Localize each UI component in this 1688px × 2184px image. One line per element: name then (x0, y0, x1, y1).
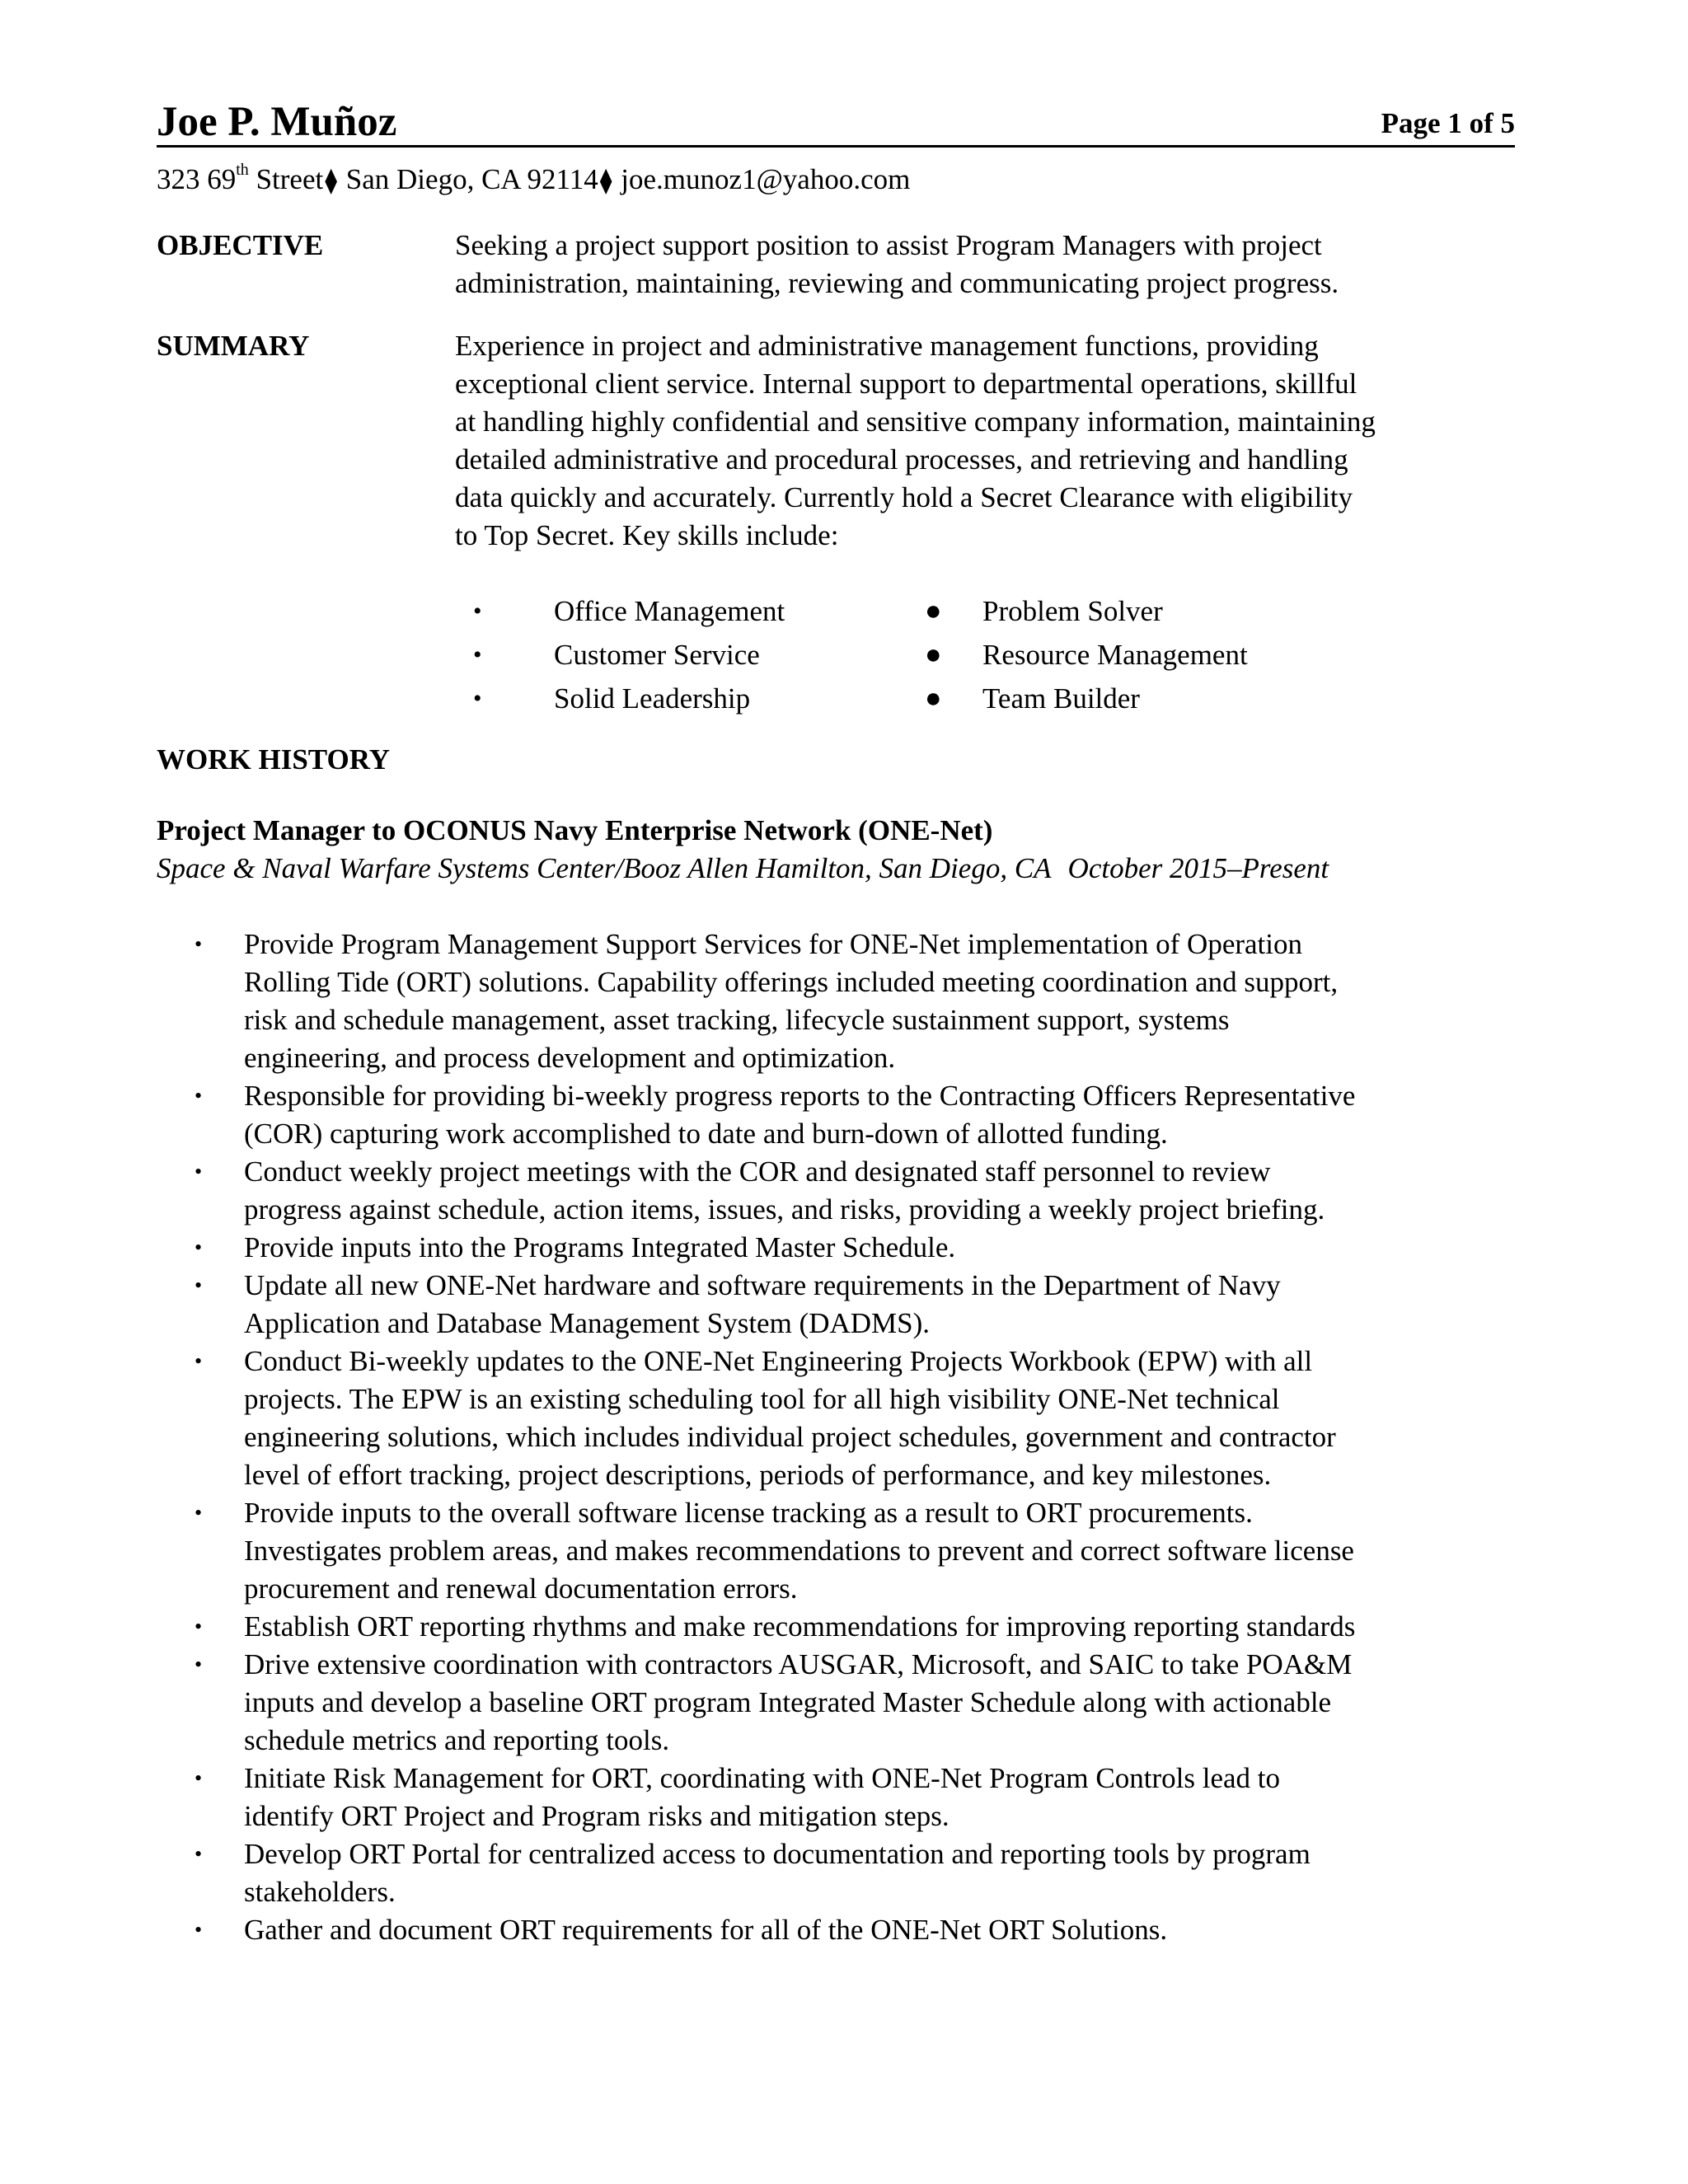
bullet-icon: • (195, 1652, 203, 1676)
summary-text (455, 327, 1515, 555)
diamond-icon: ⧫ (599, 167, 612, 194)
work-history-heading: WORK HISTORY (157, 743, 391, 776)
list-item (157, 1343, 1515, 1494)
text-line: exceptional client service. Internal support to departmental operations, skillful (455, 368, 1357, 400)
list-item (157, 1608, 1515, 1646)
contact-line (157, 162, 1515, 199)
text-line: Rolling Tide (ORT) solutions. Capability offerings included meeting coordination and support, (244, 966, 1339, 998)
bullet-icon: • (195, 1501, 203, 1525)
skill-label: Customer Service (554, 639, 760, 671)
bullet-icon: ● (925, 683, 942, 714)
address-suffix: th (236, 161, 249, 180)
text-line: Provide inputs into the Programs Integrated Master Schedule. (244, 1231, 956, 1263)
job-employer-line (157, 850, 1515, 888)
text-line: (COR) capturing work accomplished to date and burn-down of allotted funding. (244, 1118, 1168, 1150)
text-line: stakeholders. (244, 1876, 396, 1908)
bullet-icon: • (195, 1766, 203, 1790)
bullet-icon: • (473, 641, 482, 668)
text-line: Conduct Bi-weekly updates to the ONE-Net Engineering Projects Workbook (EPW) with all (244, 1345, 1313, 1377)
bullet-icon: • (195, 1160, 203, 1183)
text-line: engineering, and process development and optimization. (244, 1042, 896, 1074)
bullet-icon: • (195, 1235, 203, 1259)
skill-label: Solid Leadership (554, 682, 751, 715)
objective-section (157, 227, 1515, 302)
job-title: Project Manager to OCONUS Navy Enterprise Network (ONE-Net) (157, 814, 993, 846)
text-line: Initiate Risk Management for ORT, coordinating with ONE-Net Program Controls lead to (244, 1762, 1280, 1794)
list-item (157, 1911, 1515, 1949)
text-line: to Top Secret. Key skills include: (455, 519, 839, 551)
summary-section (157, 327, 1515, 555)
bullet-icon: ● (925, 640, 942, 670)
list-item (157, 1760, 1515, 1835)
text-line: level of effort tracking, project descriptions, periods of performance, and key milestones. (244, 1459, 1272, 1491)
text-line: Establish ORT reporting rhythms and make recommendations for improving reporting standards (244, 1610, 1356, 1643)
skill-label: Problem Solver (982, 595, 1163, 627)
bullet-icon: • (195, 1615, 203, 1638)
text-line: Experience in project and administrative management functions, providing (455, 330, 1319, 362)
text-line: schedule metrics and reporting tools. (244, 1724, 670, 1756)
text-line: procurement and renewal documentation errors. (244, 1572, 798, 1605)
skill-item (455, 636, 925, 674)
bullet-icon: • (473, 685, 482, 712)
bullet-icon: • (195, 1349, 203, 1373)
list-item (157, 1646, 1515, 1760)
objective-label: OBJECTIVE (157, 229, 324, 261)
skill-item (925, 636, 1419, 674)
skill-label: Team Builder (982, 682, 1140, 715)
bullet-icon: • (195, 1918, 203, 1942)
skill-item (455, 680, 925, 718)
skill-label: Office Management (554, 595, 785, 627)
text-line: at handling highly confidential and sensitive company information, maintaining (455, 405, 1376, 438)
text-line: Provide Program Management Support Services for ONE-Net implementation of Operation (244, 928, 1302, 960)
skill-item (925, 593, 1419, 630)
address-street: Street (248, 163, 324, 195)
page-number: Page 1 of 5 (1381, 107, 1515, 139)
bullet-icon: ● (925, 596, 942, 626)
candidate-name: Joe P. Muñoz (157, 99, 397, 145)
diamond-icon: ⧫ (325, 167, 338, 194)
job-employer: Space & Naval Warfare Systems Center/Booz Allen Hamilton, San Diego, CA (157, 852, 1052, 884)
text-line: Drive extensive coordination with contractors AUSGAR, Microsoft, and SAIC to take POA&M (244, 1648, 1353, 1680)
skill-item (455, 593, 925, 630)
bullet-icon: • (195, 1273, 203, 1297)
text-line: Conduct weekly project meetings with the COR and designated staff personnel to review (244, 1155, 1271, 1188)
list-item (157, 1229, 1515, 1267)
text-line: progress against schedule, action items, issues, and risks, providing a weekly project briefing. (244, 1193, 1325, 1226)
text-line: Responsible for providing bi-weekly progress reports to the Contracting Officers Representative (244, 1080, 1356, 1112)
list-item (157, 1267, 1515, 1343)
text-line: Develop ORT Portal for centralized access to documentation and reporting tools by program (244, 1838, 1311, 1870)
text-line: data quickly and accurately. Currently hold a Secret Clearance with eligibility (455, 481, 1353, 513)
skill-label: Resource Management (982, 639, 1248, 671)
address-number: 323 69 (157, 163, 237, 195)
text-line: Investigates problem areas, and makes recommendations to prevent and correct software license (244, 1535, 1354, 1567)
text-line: engineering solutions, which includes individual project schedules, government and contractor (244, 1421, 1336, 1453)
text-line: administration, maintaining, reviewing and communicating project progress. (455, 267, 1339, 299)
text-line: Gather and document ORT requirements for all of the ONE-Net ORT Solutions. (244, 1914, 1168, 1946)
objective-text (455, 227, 1515, 302)
text-line: inputs and develop a baseline ORT program Integrated Master Schedule along with actionable (244, 1686, 1332, 1718)
resume-page (157, 97, 1515, 1949)
skill-item (925, 680, 1419, 718)
text-line: Application and Database Management System (DADMS). (244, 1307, 931, 1339)
bullet-icon: • (195, 1842, 203, 1866)
text-line: detailed administrative and procedural processes, and retrieving and handling (455, 443, 1348, 476)
text-line: risk and schedule management, asset tracking, lifecycle sustainment support, systems (244, 1004, 1230, 1036)
bullet-icon: • (195, 1084, 203, 1108)
summary-label: SUMMARY (157, 330, 310, 362)
text-line: Provide inputs to the overall software license tracking as a result to ORT procurements. (244, 1497, 1253, 1529)
text-line: projects. The EPW is an existing scheduling tool for all high visibility ONE-Net technical (244, 1383, 1280, 1415)
skills-list (455, 593, 1515, 718)
list-item (157, 1835, 1515, 1911)
duties-list (157, 926, 1515, 1949)
text-line: identify ORT Project and Program risks and mitigation steps. (244, 1800, 950, 1832)
bullet-icon: • (195, 932, 203, 956)
list-item (157, 1494, 1515, 1608)
text-line: Update all new ONE-Net hardware and software requirements in the Department of Navy (244, 1269, 1281, 1301)
list-item (157, 1153, 1515, 1229)
list-item (157, 1077, 1515, 1153)
address-city: San Diego, CA 92114 (339, 163, 598, 195)
text-line: Seeking a project support position to assist Program Managers with project (455, 229, 1322, 261)
header (157, 97, 1515, 155)
email-address: joe.munoz1@yahoo.com (613, 163, 911, 195)
list-item (157, 926, 1515, 1077)
bullet-icon: • (473, 598, 482, 625)
job-dates: October 2015–Present (1067, 852, 1329, 884)
